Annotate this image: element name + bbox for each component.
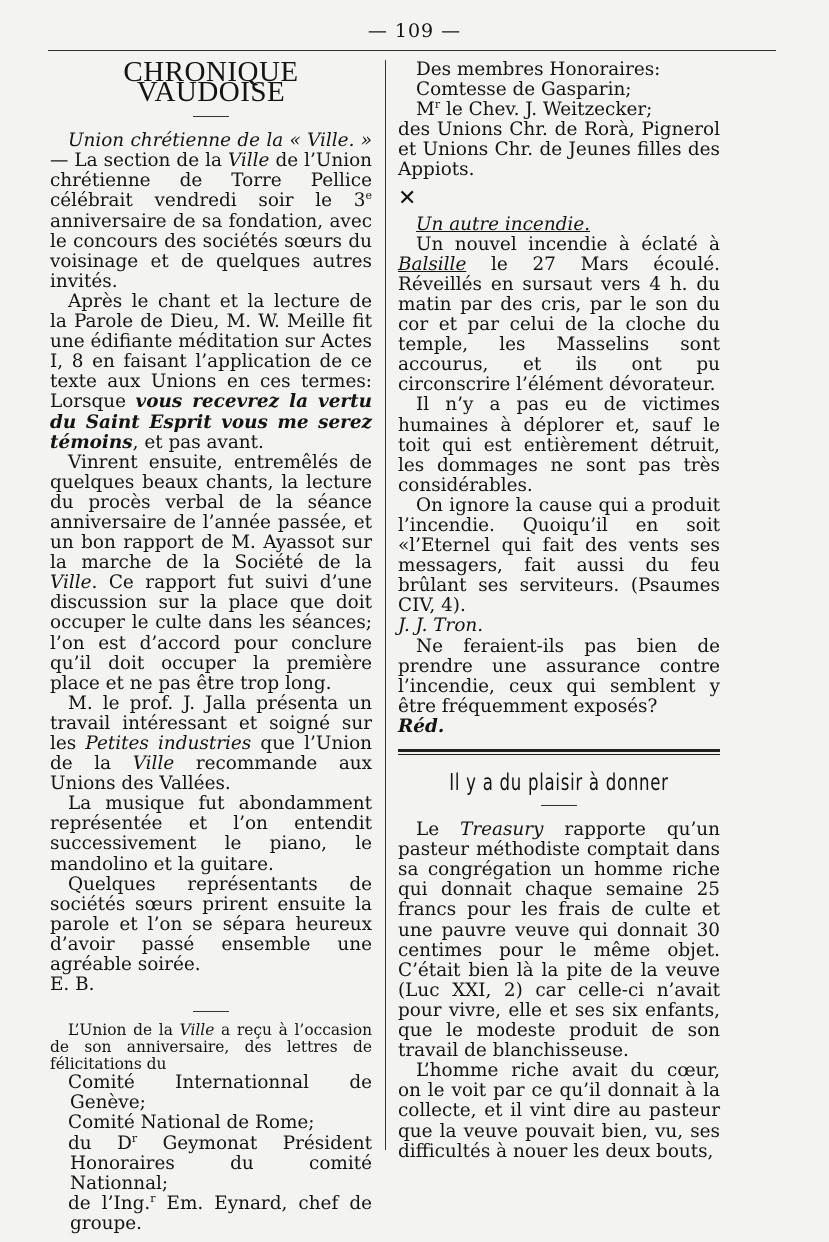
article-heading: Union chrétienne de la « Ville. »	[68, 130, 372, 152]
text: , et pas avant.	[132, 431, 264, 453]
left-column	[50, 56, 373, 1234]
list-item: des Unions Chr. de Rorà, Pignerol et Unions Chr. de Jeunes filles des Appiots.	[398, 119, 720, 181]
rule-thin	[398, 754, 720, 755]
superscript: r	[131, 1131, 138, 1145]
text: recommande aux Unions des Vallées.	[50, 753, 372, 795]
text: Un nouvel incendie à éclaté à	[416, 233, 720, 255]
text: Après le chant et la lecture de la Parole de Dieu, M. W. Meille fit une édifiante méditation sur Actes I, 8 en faisant l’application de ce texte aux Unions en ces termes: Lorsque	[50, 290, 372, 413]
article-heading	[398, 215, 720, 235]
text: Le	[416, 819, 461, 841]
text: a reçu à l’occasion de son anniversaire, des lettres de félicitations du	[50, 1021, 372, 1074]
text-italic: Treasury	[460, 819, 544, 841]
text: le 27 Mars écoulé. Réveillés en sursaut vers 4 h. du matin par des cris, par le son du cor et par celui de la cloche du temple, les Masselins sont accourus, et ils ont pu circonscrire l’élément dévorateur.	[398, 253, 720, 396]
list-item	[50, 1131, 372, 1194]
text: M. le prof. J. Jalla présenta un travail intéressant et soigné sur les	[50, 692, 372, 754]
title-rule	[541, 805, 577, 806]
title-rule	[193, 116, 229, 117]
header-rule	[48, 50, 776, 51]
separator-mark: ✕	[398, 185, 417, 211]
text: anniversaire de sa fondation, avec le concours des sociétés sœurs du voisinage et de quelques autres invités.	[50, 210, 372, 292]
article-title: Il y a du plaisir à donner	[449, 770, 669, 796]
text: — La section de la	[50, 150, 228, 172]
text: le Chev. J. Weitzecker;	[440, 99, 653, 121]
list-item	[398, 100, 720, 120]
text-italic: Ville	[50, 572, 92, 594]
paragraph-meditation	[50, 292, 372, 453]
rule-thick	[398, 749, 720, 752]
right-column	[398, 60, 720, 1162]
superscript: r	[434, 98, 441, 112]
text: du D	[68, 1132, 132, 1154]
heading-text: Un autre incendie.	[416, 213, 591, 235]
text: Vinrent ensuite, entremêlés de quelques beaux chants, la lecture du procès verbal de la séance anniversaire de l’année passée, et un bon rapport de M. Ayassot sur la marche de la Société de la	[50, 451, 372, 574]
paragraph-rapport	[50, 453, 372, 694]
note-felicitations	[50, 1022, 372, 1073]
paragraph-treasury	[398, 820, 720, 1061]
text: de l’Ing.	[68, 1192, 151, 1214]
paragraph-jalla	[50, 694, 372, 794]
list-item: Comité Internationnal de Genève;	[68, 1072, 372, 1114]
superscript: e	[365, 189, 372, 203]
list-item	[50, 1191, 372, 1234]
text: L’Union de la	[68, 1021, 180, 1040]
text: rapporte qu’un pasteur méthodiste comptait dans sa congrégation un homme riche qui donnait chaque semaine 25 francs pour les frais de culte et une pauvre veuve qui donnait 30 centimes pour le même objet. C’était bien là la pite de la veuve (Luc XXI, 2) car celle-ci n’avait pour vivre, elle et ses six enfants, que le modeste produit de son travail de blanchisseuse.	[398, 819, 720, 1062]
paragraph-victimes: Il n’y a pas eu de victimes humaines à déplorer et, sauf le toit qui est entièrement détruit, les dommages ne sont pas très considérables.	[398, 394, 720, 496]
superscript: r	[150, 1191, 156, 1205]
text-italic: Ville	[227, 150, 270, 172]
text: M	[416, 99, 435, 121]
place-name: Balsille	[398, 253, 467, 275]
signature-eb: E. B.	[50, 974, 95, 996]
text-italic: Ville	[132, 753, 175, 775]
column-divider	[385, 60, 386, 1150]
paragraph-musique: La musique fut abondamment représentée et l’on entendit successivement le piano, le mandolino et la guitare.	[50, 793, 372, 875]
page-number: — 109 —	[367, 20, 462, 42]
signature-red: Réd.	[398, 715, 445, 737]
quote: vous recevrez la vertu du Saint Esprit vous me serez témoins	[50, 391, 372, 453]
list-item: Comtesse de Gasparin;	[416, 79, 632, 101]
paragraph-union	[50, 131, 372, 292]
text: que l’Union de la	[50, 733, 372, 775]
text: . Ce rapport fut suivi d’une discussion sur la place que doit occuper le culte dans les séances; l’on est d’accord pour conclure qu’il doit occuper la première place et ne pas être trop long.	[50, 572, 372, 694]
text-italic: Ville	[179, 1021, 215, 1040]
paragraph-homme-riche: L’homme riche avait du cœur, on le voit par ce qu’il donnait à la collecte, et il vint dire au pasteur que la veuve pouvait bien, vu, ses difficultés à nouer les deux bouts,	[398, 1060, 720, 1162]
list-item: Des membres Honoraires:	[416, 59, 661, 80]
text-italic: Petites industries	[85, 733, 252, 754]
list-item: Comité National de Rome;	[68, 1112, 315, 1134]
double-rule	[398, 749, 720, 755]
text: Geymonat Président Honoraires du comité Nationnal;	[70, 1132, 372, 1194]
section-rule	[193, 1011, 229, 1012]
paragraph-incendie	[398, 235, 720, 396]
text: Em. Eynard, chef de groupe.	[70, 1192, 372, 1234]
paragraph-cause: On ignore la cause qui a produit l’incendie. Quoiqu’il en soit «l’Eternel qui fait des vents ses messagers, fait aussi du feu brûlant ses serviteurs. (Psaumes CIV, 4).	[398, 494, 720, 617]
paragraph-assurance: Ne feraient-ils pas bien de prendre une assurance contre l’incendie, ceux qui semblent y être fréquemment exposés?	[398, 635, 720, 717]
signature-tron: J. J. Tron.	[398, 615, 484, 637]
text: de l’Union chrétienne de Torre Pellice célébrait vendredi soir le 3	[50, 150, 373, 212]
section-title: CHRONIQUE VAUDOISE	[123, 56, 299, 109]
paragraph-representants: Quelques représentants de sociétés sœurs prirent ensuite la parole et l’on se sépara heureux d’avoir passé ensemble une agréable soirée.	[50, 873, 372, 976]
